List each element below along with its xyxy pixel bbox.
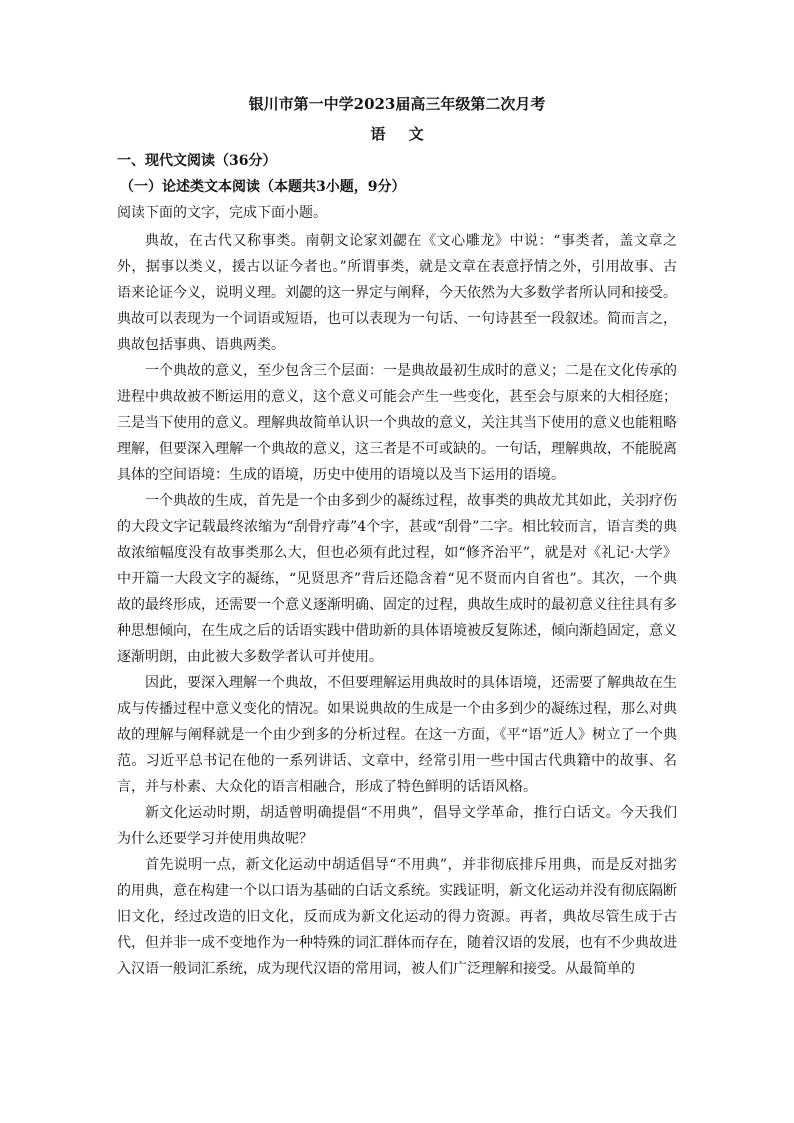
section-heading: 一、现代文阅读（36分） xyxy=(117,153,277,169)
subject-title: 语 文 xyxy=(370,125,424,143)
paragraph: 一个典故的生成，首先是一个由多到少的凝练过程，故事类的典故尤其如此，关羽疗伤的大段文字记载最终浓缩为“刮骨疗毒”4个字，甚或“刮骨”二字。相比较而言，语言类的典故浓缩幅度没有故事类那么大，但也必须有此过程，如“修齐治平”，就是对《礼记·大学》中开篇一大段文字的凝练，“见贤思齐”背后还隐含着“见不贤而内自省也”。其次，一个典故的最终形成，还需要一个意义逐渐明确、固定的过程，典故生成时的最初意义往往具有多种思想倾向，在生成之后的话语实践中借助新的具体语境被反复陈述，倾向渐趋固定，意义逐渐明朗，由此被大多数学者认可并使用。 xyxy=(117,493,677,665)
reading-instruction: 阅读下面的文字，完成下面小题。 xyxy=(117,205,327,221)
paragraph: 首先说明一点，新文化运动中胡适倡导“不用典”，并非彻底排斥用典，而是反对拙劣的用典，意在构建一个以口语为基础的白话文系统。实践证明，新文化运动并没有彻底隔断旧文化，经过改造的旧文化，反而成为新文化运动的得力资源。再者，典故尽管生成于古代，但并非一成不变地作为一种特殊的词汇群体而存在，随着汉语的发展，也有不少典故进入汉语一般词汇系统，成为现代汉语的常用词，被人们广泛理解和接受。从最简单的 xyxy=(117,857,677,977)
paragraph: 典故，在古代又称事类。南朝文论家刘勰在《文心雕龙》中说：“事类者，盖文章之外，据事以类义，援古以证今者也。”所谓事类，就是文章在表意抒情之外，引用故事、古语来论证今义，说明义理。刘勰的这一界定与阐释，今天依然为大多数学者所认同和接受。典故可以表现为一个词语或短语，也可以表现为一句话、一句诗甚至一段叙述。简而言之，典故包括事典、语典两类。 xyxy=(117,233,677,353)
paragraph: 因此，要深入理解一个典故，不但要理解运用典故时的具体语境，还需要了解典故在生成与传播过程中意义变化的情况。如果说典故的生成是一个由多到少的凝练过程，那么对典故的理解与阐释就是一个由少到多的分析过程。在这一方面，《平“语”近人》树立了一个典范。习近平总书记在他的一系列讲话、文章中，经常引用一些中国古代典籍中的故事、名言，并与朴素、大众化的语言相融合，形成了特色鲜明的话语风格。 xyxy=(117,675,677,795)
article-body xyxy=(117,228,677,982)
exam-title: 银川市第一中学2023届高三年级第二次月考 xyxy=(248,95,546,113)
subsection-heading: （一）论述类文本阅读（本题共3小题，9分） xyxy=(120,179,406,195)
paragraph: 新文化运动时期，胡适曾明确提倡“不用典”，倡导文学革命，推行白话文。今天我们为什么还要学习并使用典故呢？ xyxy=(117,805,677,847)
paragraph: 一个典故的意义，至少包含三个层面：一是典故最初生成时的意义；二是在文化传承的进程中典故被不断运用的意义，这个意义可能会产生一些变化，甚至会与原来的大相径庭；三是当下使用的意义。理解典故简单认识一个典故的意义，关注其当下使用的意义也能粗略理解，但要深入理解一个典故的意义，这三者是不可或缺的。一句话，理解典故，不能脱离具体的空间语境：生成的语境，历史中使用的语境以及当下运用的语境。 xyxy=(117,363,677,483)
